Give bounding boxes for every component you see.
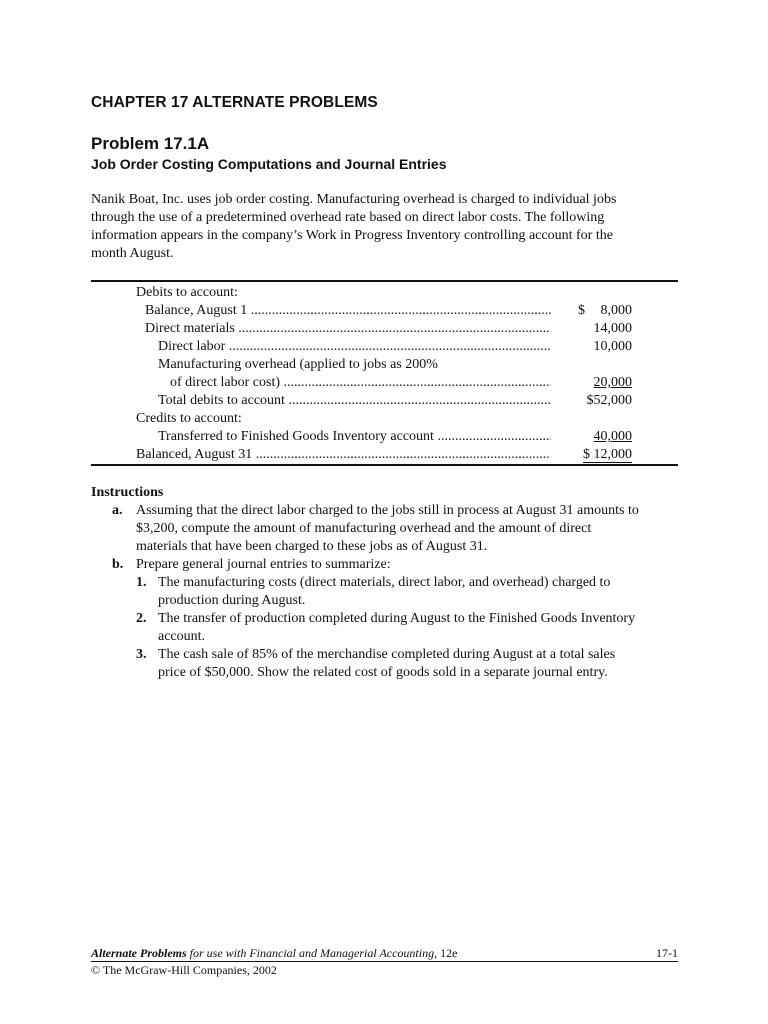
instruction-marker: a. — [112, 503, 123, 518]
account-row — [91, 284, 678, 302]
account-row — [91, 338, 678, 356]
row-label: of direct labor cost) ..... — [170, 374, 551, 392]
instruction-line: account. — [158, 629, 206, 644]
instruction-marker: 2. — [136, 611, 147, 626]
instruction-line: Prepare general journal entries to summarize: — [136, 557, 391, 572]
row-amount: 14,000 — [593, 321, 632, 336]
instruction-marker: b. — [112, 557, 124, 572]
row-label: Total debits to account ..... — [158, 392, 551, 410]
instruction-a — [112, 502, 678, 556]
footer-rule — [91, 961, 678, 962]
row-label: Direct materials ..... — [145, 320, 551, 338]
intro-line: month August. — [91, 246, 174, 261]
document-page — [91, 0, 678, 1024]
chapter-title: CHAPTER 17 ALTERNATE PROBLEMS — [91, 94, 378, 111]
dollar-sign: $ — [578, 303, 585, 318]
row-amount: 20,000 — [593, 375, 632, 390]
instruction-line: production during August. — [158, 593, 306, 608]
account-row — [91, 356, 678, 374]
account-row — [91, 446, 678, 464]
instruction-line: $3,200, compute the amount of manufacturing overhead and the amount of direct — [136, 521, 592, 536]
page-footer — [91, 946, 678, 961]
account-row — [91, 320, 678, 338]
problem-intro — [91, 191, 678, 263]
row-label: Direct labor ..... — [158, 338, 551, 356]
instructions — [91, 484, 678, 680]
row-amount: 8,000 — [600, 303, 632, 318]
intro-line: information appears in the company’s Work in Progress Inventory controlling account for the — [91, 228, 613, 243]
account-row — [91, 392, 678, 410]
footer-book-credit: Alternate Problems for use with Financial and Managerial Accounting, 12e — [91, 946, 458, 960]
account-row — [91, 302, 678, 320]
row-amount: $ 12,000 — [583, 447, 632, 465]
row-amount: $52,000 — [586, 393, 632, 408]
row-label: Manufacturing overhead (applied to jobs as 200% — [158, 357, 438, 372]
row-amount: 10,000 — [593, 339, 632, 354]
instruction-b — [112, 556, 678, 574]
problem-number: Problem 17.1A — [91, 134, 210, 153]
instruction-line: Assuming that the direct labor charged to the jobs still in process at August 31 amounts to — [136, 503, 639, 518]
instruction-marker: 1. — [136, 575, 147, 590]
instructions-title: Instructions — [91, 485, 164, 500]
account-row — [91, 374, 678, 392]
instruction-marker: 3. — [136, 647, 147, 662]
instruction-line: The manufacturing costs (direct materials, direct labor, and overhead) charged to — [158, 575, 611, 590]
row-label: Balanced, August 31 ..... — [136, 446, 551, 464]
instruction-b-1 — [136, 574, 678, 610]
instruction-line: The cash sale of 85% of the merchandise completed during August at a total sales — [158, 647, 616, 662]
debits-heading: Debits to account: — [136, 285, 238, 300]
row-label: Transferred to Finished Goods Inventory account ..... — [158, 428, 551, 446]
problem-subtitle: Job Order Costing Computations and Journal Entries — [91, 156, 447, 172]
instruction-line: materials that have been charged to these jobs as of August 31. — [136, 539, 488, 554]
intro-line: Nanik Boat, Inc. uses job order costing. Manufacturing overhead is charged to individual jobs — [91, 192, 617, 207]
instruction-b-2 — [136, 610, 678, 646]
table-bottom-rule — [91, 464, 678, 466]
row-label: Balance, August 1 ..... — [145, 302, 551, 320]
instruction-b-3 — [136, 646, 678, 682]
instruction-line: price of $50,000. Show the related cost of goods sold in a separate journal entry. — [158, 665, 608, 680]
row-amount: 40,000 — [593, 429, 632, 444]
intro-line: through the use of a predetermined overhead rate based on direct labor costs. The following — [91, 210, 605, 225]
credits-heading: Credits to account: — [136, 411, 242, 426]
account-row — [91, 428, 678, 446]
instruction-line: The transfer of production completed during August to the Finished Goods Inventory — [158, 611, 636, 626]
table-top-rule — [91, 280, 678, 282]
copyright: © The McGraw-Hill Companies, 2002 — [91, 963, 277, 977]
page-number: 17-1 — [656, 946, 678, 960]
account-row — [91, 410, 678, 428]
